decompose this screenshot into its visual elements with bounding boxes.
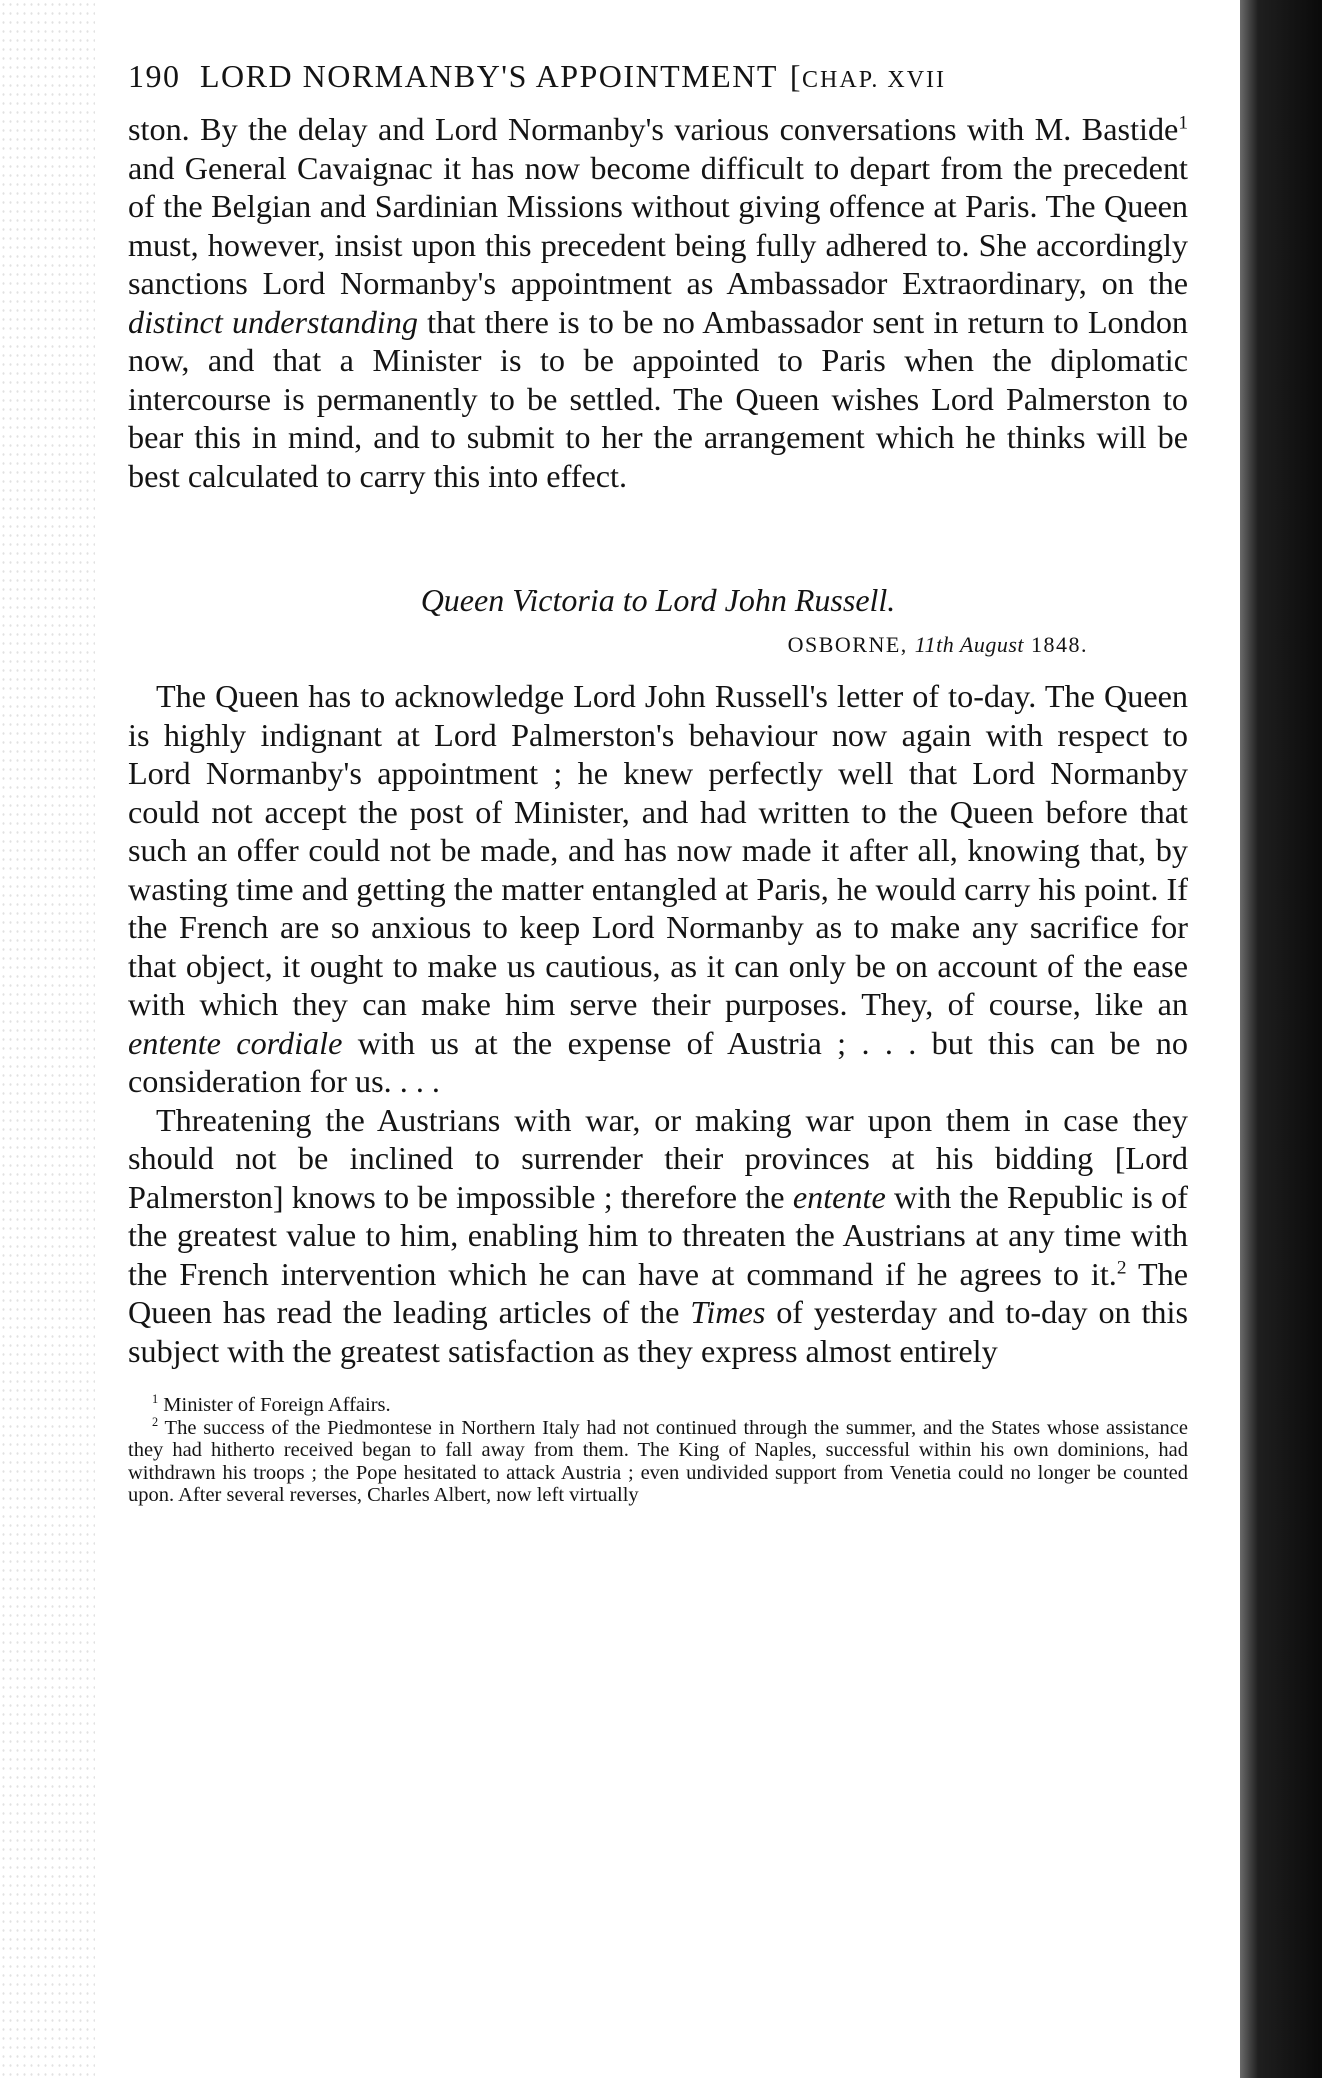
footnote-ref-1: 1 <box>1178 112 1188 134</box>
dateline-place: OSBORNE, <box>787 632 908 657</box>
para1-text: that there is to be no Ambassador sent in return to London now, and that a Minister is to be appointed to Paris when the diplomatic intercourse is permanently to be settled. The Queen wishes Lord Palmerston to bear this in mind, and to submit to her the arrangement which he thinks will be best calculated to carry this into effect. <box>128 303 1189 494</box>
footnote-number: 1 <box>152 1392 159 1407</box>
page-edge-texture <box>0 0 95 2078</box>
dateline <box>128 625 1088 665</box>
footnote-1 <box>128 1394 1188 1417</box>
footnote-number: 2 <box>152 1414 159 1429</box>
para2-text: The Queen has to acknowledge Lord John Russell's letter of to-day. The Queen is highly indignant at Lord Palmerston's behaviour now again with respect to Lord Normanby's appointment ; he knew perfectly well that Lord Normanby could not accept the post of Minister, and had written to the Queen before that such an offer could not be made, and has now made it after all, knowing that, by wasting time and getting the matter entangled at Paris, he would carry his point. If the French are so anxious to keep Lord Normanby as to make any sacrifice for that object, it ought to make us cautious, as it can only be on account of the ease with which they can make him serve their purposes. They, of course, like an <box>128 678 1188 1022</box>
page-body <box>128 110 1188 1370</box>
letter-paragraph-2 <box>128 1101 1188 1371</box>
chapter-bracket: [ <box>789 58 803 94</box>
letter-heading: Queen Victoria to Lord John Russell. <box>420 582 896 618</box>
running-head-title: LORD NORMANBY'S APPOINTMENT <box>200 58 778 94</box>
page-number: 190 <box>128 58 181 94</box>
footnote-ref-2: 2 <box>1116 1256 1127 1278</box>
footnotes <box>128 1394 1188 1507</box>
chapter-label: CHAP. XVII <box>802 67 947 93</box>
para3-text: with the Republic is of the greatest value to him, enabling him to threaten the Austrians at any time with the French intervention which he can have at command if he agrees to it. <box>128 1178 1188 1292</box>
dateline-date: 11th August <box>914 632 1024 657</box>
para3-text: of yesterday and to-day on this subject with the greatest satisfaction as they express almost entirely <box>128 1294 1188 1369</box>
para1-text: ston. By the delay and Lord Normanby's various conversations with M. Bastide <box>128 111 1179 147</box>
para3-text: Threatening the Austrians with war, or making war upon them in case they should not be inclined to surrender their provinces at his bidding [Lord Palmerston] knows to be impossible ; therefore the <box>128 1101 1188 1215</box>
footnote-2 <box>128 1414 1188 1507</box>
footnote-text: The success of the Piedmontese in Northern Italy had not continued through the summer, and the States whose assistance they had hitherto received began to fall away from them. The King of Naples, successful within his own dominions, had withdrawn his troops ; the Pope hesitated to attack Austria ; even undivided support from Venetia could no longer be counted upon. After several reverses, Charles Albert, now left virtually <box>128 1416 1188 1506</box>
italic-phrase: entente <box>792 1178 886 1215</box>
footnote-text: Minister of Foreign Affairs. <box>158 1394 391 1416</box>
italic-phrase: distinct understanding <box>128 303 418 340</box>
letter-paragraph-1 <box>128 677 1188 1101</box>
running-head <box>128 58 1188 110</box>
para2-text: with us at the expense of Austria ; . . . but this can be no consideration for us. . . . <box>128 1024 1188 1099</box>
para1-text: and General Cavaignac it has now become difficult to depart from the precedent of the Belgian and Sardinian Missions without giving offence at Paris. The Queen must, however, insist upon this precedent being fully adhered to. She accordingly sanctions Lord Normanby's appointment as Ambassador Extraordinary, on the <box>128 149 1188 301</box>
italic-phrase: Times <box>690 1294 766 1330</box>
paragraph-continued <box>128 110 1188 495</box>
para3-text: The Queen has read the leading articles of the <box>128 1255 1188 1330</box>
dateline-year: 1848. <box>1031 632 1088 657</box>
book-spine-shadow <box>1240 0 1322 2078</box>
book-page <box>128 58 1188 1507</box>
italic-phrase: entente cordiale <box>128 1024 343 1061</box>
